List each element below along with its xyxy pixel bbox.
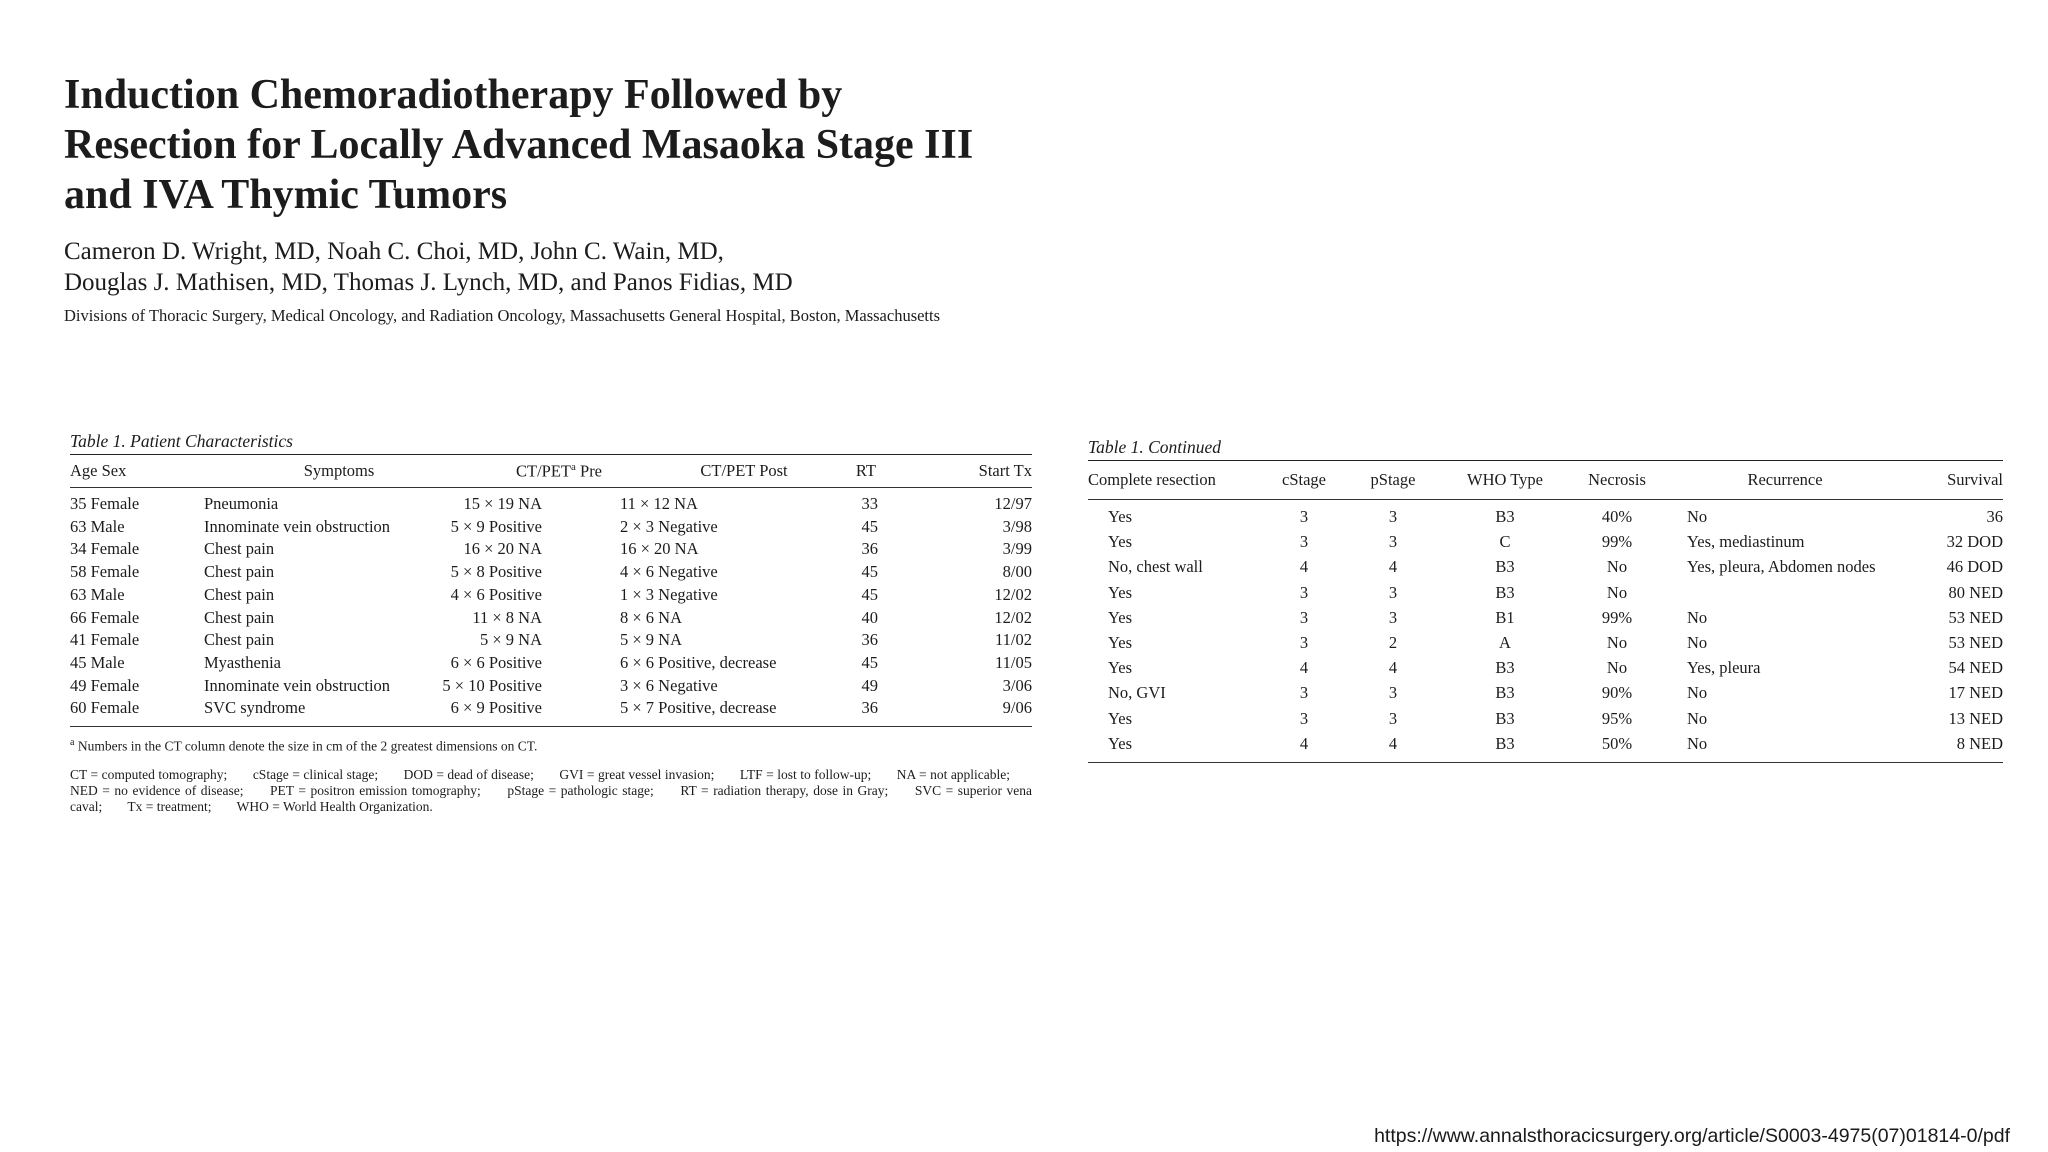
table-cell: 13 NED — [1948, 708, 2003, 728]
column-header: WHO Type — [1467, 470, 1543, 489]
table-cell: SVC syndrome — [204, 698, 306, 718]
table-cell: 99% — [1601, 607, 1633, 627]
abbreviation: pStage = pathologic stage; — [507, 782, 654, 798]
column-header: Necrosis — [1588, 470, 1646, 489]
table-cell: Myasthenia — [204, 652, 281, 672]
table-cell — [1665, 580, 1905, 605]
table-cell: 45 Male — [70, 652, 125, 672]
table-cell: 5 × 8 Positive — [450, 562, 542, 582]
table-row — [70, 584, 1032, 607]
header-text: CT/PET — [515, 461, 571, 481]
table-cell: 2 — [1388, 633, 1398, 653]
table-cell: 3/99 — [1002, 539, 1032, 559]
table-cell: B3 — [1495, 582, 1515, 602]
table-cell: Innominate vein obstruction — [204, 675, 391, 695]
table-cell: 1 × 3 Negative — [620, 584, 718, 604]
table-row — [1088, 630, 2003, 655]
abbreviation: WHO = World Health Organization. — [236, 798, 433, 814]
table-cell: B3 — [1495, 507, 1515, 526]
table-cell: Yes, pleura, Abdomen nodes — [1687, 557, 1876, 577]
table-cell: 46 DOD — [1946, 557, 2003, 577]
table-row — [1088, 731, 2003, 756]
title-line: Induction Chemoradiotherapy Followed by — [64, 72, 843, 118]
abbreviation: NA = not applicable; — [896, 766, 1011, 782]
abbreviation: GVI = great vessel invasion; — [559, 766, 715, 782]
table-cell: Yes — [1108, 532, 1133, 552]
table-cell: Yes — [1108, 582, 1133, 602]
table-cell: 2 × 3 Negative — [620, 516, 718, 536]
abbreviation: CT = computed tomography; — [70, 766, 228, 782]
table-cell: 3 — [1388, 708, 1398, 728]
column-header — [474, 455, 644, 487]
table-cell: 36 — [1986, 507, 2003, 526]
table-cell: 95% — [1601, 708, 1633, 728]
table-cell: 5 × 9 Positive — [450, 516, 542, 536]
table-cell: No — [1687, 507, 1708, 526]
table-cell: 4 — [1388, 733, 1398, 753]
author-line: Douglas J. Mathisen, MD, Thomas J. Lynch, MD, and Panos Fidias, MD — [64, 269, 793, 296]
table-row — [70, 538, 1032, 561]
table-cell: No — [1606, 633, 1628, 653]
table-cell: 58 Female — [70, 562, 140, 582]
table-cell: 4 — [1388, 658, 1398, 678]
table-cell: 3 — [1299, 532, 1309, 552]
table-cell: 11/05 — [995, 652, 1032, 672]
footnote-text: Numbers in the CT column denote the size in cm of the 2 greatest dimensions on CT. — [74, 738, 538, 754]
column-header: Complete resection — [1088, 470, 1216, 489]
continued-table — [1088, 461, 2003, 499]
source-url[interactable]: https://www.annalsthoracicsurgery.org/article/S0003-4975(07)01814-0/pdf — [1374, 1125, 2010, 1147]
table-cell: 3 — [1299, 582, 1309, 602]
table-cell: Yes — [1108, 658, 1133, 678]
table-cell: 41 Female — [70, 630, 140, 650]
table-cell: No — [1606, 582, 1628, 602]
table-cell: 49 Female — [70, 675, 140, 695]
table-cell: 45 — [861, 652, 878, 672]
table-cell: 45 — [861, 584, 878, 604]
table-cell: Yes — [1108, 507, 1133, 526]
table-cell: 50% — [1601, 733, 1633, 753]
table-cell: Yes, pleura — [1687, 658, 1761, 678]
column-header: Recurrence — [1747, 470, 1823, 489]
table-cell: 5 × 9 NA — [620, 630, 683, 650]
table-cell: 11/02 — [995, 630, 1032, 650]
table-cell: 3/98 — [1002, 516, 1032, 536]
table-cell: 3 — [1299, 507, 1309, 526]
table-row — [70, 488, 1032, 516]
table-cell: 12/02 — [994, 607, 1032, 627]
table-cell: 53 NED — [1948, 633, 2003, 653]
table-cell: Chest pain — [204, 562, 275, 582]
table-cell: Yes — [1108, 733, 1133, 753]
table-cell: 54 NED — [1948, 658, 2003, 678]
table-cell: 3 — [1299, 607, 1309, 627]
table-cell: 4 × 6 Positive — [450, 584, 542, 604]
table-cell: 36 — [861, 539, 878, 559]
table-cell: 6 × 6 Positive — [450, 652, 542, 672]
table-cell: 53 NED — [1948, 607, 2003, 627]
table-row — [70, 516, 1032, 539]
table-footnotes — [70, 735, 1032, 815]
table-header-row — [70, 455, 1032, 487]
column-header: Survival — [1947, 470, 2003, 489]
table-cell: No — [1606, 658, 1628, 678]
table-cell: 35 Female — [70, 494, 140, 513]
table-cell: 66 Female — [70, 607, 140, 627]
table-cell: 3 — [1388, 582, 1398, 602]
table-cell: 45 — [861, 562, 878, 582]
table-row — [70, 607, 1032, 630]
table-cell: 80 NED — [1948, 582, 2003, 602]
column-header: Symptoms — [303, 461, 375, 480]
table-cell: No, GVI — [1108, 683, 1166, 703]
table-cell: 8 × 6 NA — [620, 607, 683, 627]
table-row — [1088, 529, 2003, 554]
footnote-mark: a — [571, 460, 576, 473]
table-cell: B1 — [1495, 607, 1515, 627]
table-patient-characteristics — [70, 428, 1032, 815]
continued-table-body — [1088, 500, 2003, 756]
table-cell: B3 — [1495, 557, 1515, 577]
table-cell: No — [1687, 683, 1708, 703]
table-bottom-rule — [70, 726, 1032, 727]
table-cell: 3 — [1299, 683, 1309, 703]
table-continued — [1088, 434, 2003, 763]
table-cell: 40% — [1601, 507, 1633, 526]
table-cell: Pneumonia — [204, 494, 279, 513]
table-header-row — [1088, 461, 2003, 499]
author-line: Cameron D. Wright, MD, Noah C. Choi, MD, John C. Wain, MD, — [64, 238, 724, 265]
table-bottom-rule — [1088, 762, 2003, 763]
table-cell: 4 — [1299, 658, 1309, 678]
table-cell: 6 × 9 Positive — [450, 698, 542, 718]
abbreviation: LTF = lost to follow-up; — [739, 766, 872, 782]
table-row — [70, 561, 1032, 584]
abbreviation: PET = positron emission tomography; — [270, 782, 481, 798]
table-row — [1088, 500, 2003, 529]
table-cell: Chest pain — [204, 584, 275, 604]
patient-table — [70, 455, 1032, 487]
table-cell: 3 — [1299, 708, 1309, 728]
column-header: Start Tx — [978, 461, 1032, 480]
table-cell: 3 — [1388, 507, 1398, 526]
table-cell: 4 — [1299, 557, 1309, 577]
table-row — [1088, 706, 2003, 731]
table-cell: 3 — [1388, 607, 1398, 627]
table-row — [70, 629, 1032, 652]
table-row — [1088, 605, 2003, 630]
table-cell: 40 — [861, 607, 878, 627]
table-cell: 33 — [861, 494, 878, 513]
table-cell: No, chest wall — [1108, 557, 1203, 577]
column-header: RT — [855, 461, 876, 480]
table-cell: No — [1606, 557, 1628, 577]
column-header: cStage — [1282, 470, 1326, 489]
table-cell: 36 — [861, 630, 878, 650]
table-cell: Yes, mediastinum — [1687, 532, 1805, 552]
table-cell: B3 — [1495, 733, 1515, 753]
table-cell: 11 × 8 NA — [472, 607, 542, 627]
table-cell: 4 — [1388, 557, 1398, 577]
table-cell: 49 — [861, 675, 878, 695]
table-cell: 5 × 10 Positive — [442, 675, 542, 695]
table-cell: A — [1499, 633, 1511, 653]
table-cell: 11 × 12 NA — [620, 494, 698, 513]
column-header: CT/PET Post — [700, 461, 788, 480]
table-cell: B3 — [1495, 683, 1515, 703]
table-caption: Table 1. Continued — [1088, 437, 1222, 457]
title-line: and IVA Thymic Tumors — [64, 172, 508, 218]
table-row — [1088, 680, 2003, 705]
footnote-mark: a — [70, 737, 75, 749]
table-row — [70, 697, 1032, 720]
table-cell: 63 Male — [70, 516, 125, 536]
table-cell: C — [1499, 532, 1511, 552]
table-cell: 3 — [1388, 532, 1398, 552]
table-cell: 5 × 7 Positive, decrease — [620, 698, 777, 718]
table-cell: Yes — [1108, 607, 1133, 627]
table-cell: 9/06 — [1002, 698, 1032, 718]
table-cell: Innominate vein obstruction — [204, 516, 391, 536]
author-list — [64, 236, 1044, 298]
table-cell: 63 Male — [70, 584, 125, 604]
table-cell: 3 × 6 Negative — [620, 675, 718, 695]
table-cell: No — [1687, 633, 1708, 653]
table-cell: Chest pain — [204, 539, 275, 559]
table-cell: Chest pain — [204, 607, 275, 627]
table-cell: Chest pain — [204, 630, 275, 650]
table-cell: 32 DOD — [1946, 532, 2003, 552]
abbreviations — [70, 767, 1032, 815]
table-cell: 16 × 20 NA — [463, 539, 542, 559]
table-cell: 3/06 — [1002, 675, 1032, 695]
table-cell: 60 Female — [70, 698, 140, 718]
table-cell: No — [1687, 607, 1708, 627]
table-cell: 8 NED — [1956, 733, 2003, 753]
header-text: Pre — [575, 461, 603, 481]
table-cell: B3 — [1495, 708, 1515, 728]
table-cell: 3 — [1299, 633, 1309, 653]
table-cell: No — [1687, 733, 1708, 753]
table-cell: 4 — [1299, 733, 1309, 753]
table-row — [1088, 655, 2003, 680]
table-cell: 99% — [1601, 532, 1633, 552]
table-cell: 45 — [861, 516, 878, 536]
abbreviation: DOD = dead of disease; — [403, 766, 534, 782]
column-header: Age Sex — [70, 461, 127, 480]
abbreviation: Tx = treatment; — [127, 798, 212, 814]
table-row — [1088, 580, 2003, 605]
table-row — [70, 652, 1032, 675]
table-cell: Yes — [1108, 708, 1133, 728]
paper-title — [64, 70, 1074, 220]
column-header: pStage — [1370, 470, 1416, 489]
table-cell: B3 — [1495, 658, 1515, 678]
table-cell: 5 × 9 NA — [479, 630, 542, 650]
table-cell: 15 × 19 NA — [463, 494, 542, 513]
footnote — [70, 735, 1032, 755]
abbreviation: SVC = superior vena caval; — [70, 782, 1033, 814]
table-cell: 8/00 — [1002, 562, 1032, 582]
patient-table-body — [70, 488, 1032, 720]
abbreviation: cStage = clinical stage; — [252, 766, 379, 782]
abbreviation: NED = no evidence of disease; — [70, 782, 244, 798]
table-cell: 3 — [1388, 683, 1398, 703]
table-cell: 16 × 20 NA — [620, 539, 699, 559]
table-caption: Table 1. Patient Characteristics — [70, 431, 293, 451]
table-cell: 4 × 6 Negative — [620, 562, 718, 582]
table-cell: 36 — [861, 698, 878, 718]
title-line: Resection for Locally Advanced Masaoka Stage III — [64, 122, 974, 168]
table-cell: 6 × 6 Positive, decrease — [620, 652, 777, 672]
table-row — [1088, 554, 2003, 579]
table-cell: No — [1687, 708, 1708, 728]
table-cell: 90% — [1601, 683, 1633, 703]
table-cell: 12/02 — [994, 584, 1032, 604]
affiliation: Divisions of Thoracic Surgery, Medical Oncology, and Radiation Oncology, Massachusetts General Hospital, Boston, Massachusetts — [64, 306, 941, 325]
table-row — [70, 675, 1032, 698]
table-cell: 17 NED — [1948, 683, 2003, 703]
abbreviation: RT = radiation therapy, dose in Gray; — [680, 782, 889, 798]
table-cell: Yes — [1108, 633, 1133, 653]
table-cell: 12/97 — [994, 494, 1032, 513]
table-cell: 34 Female — [70, 539, 140, 559]
